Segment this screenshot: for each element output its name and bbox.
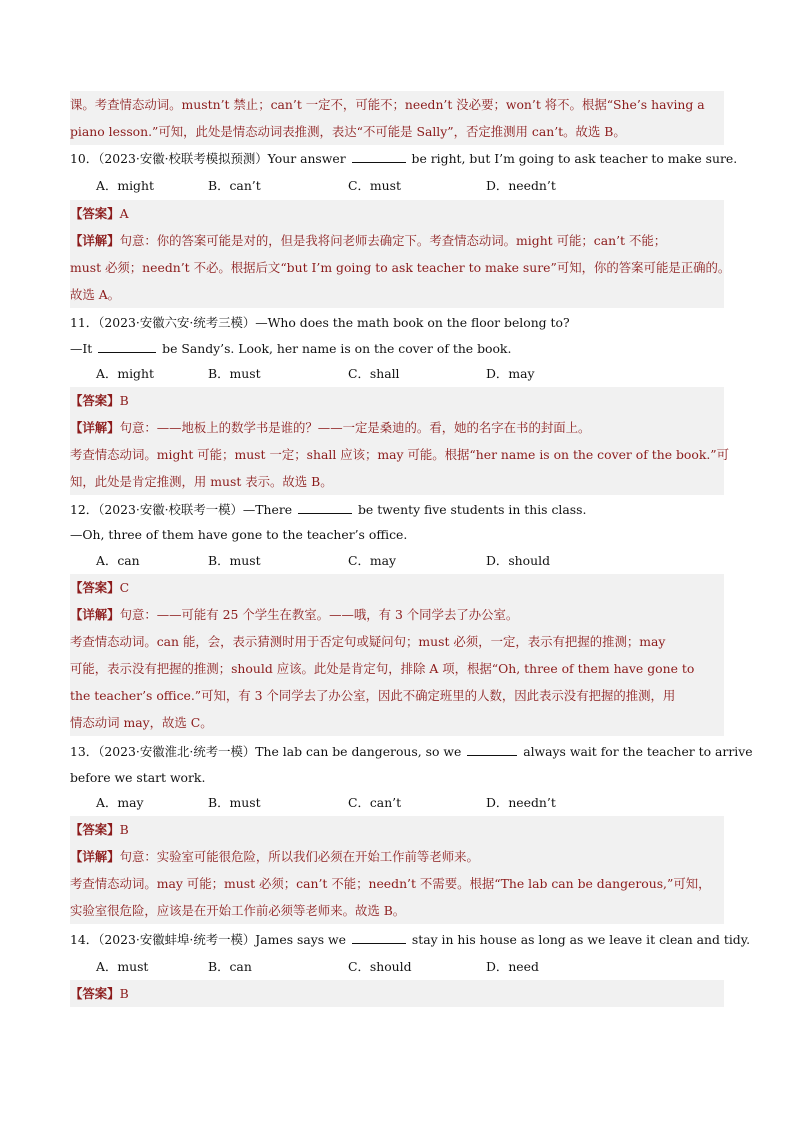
option-c: C．can’t	[348, 795, 402, 810]
question-11-stem: 11．（2023·安徽六安·统考三模）—Who does the math book on the floor belong to?	[70, 315, 570, 330]
detail-line	[70, 601, 724, 628]
explanation-line: 课。考查情态动词。mustn’t 禁止；can’t 一定不，可能不；needn’t 没必要；won’t 将不。根据“She’s having a	[70, 91, 724, 118]
option-b: B．must	[208, 553, 261, 568]
stem-text: 13．（2023·安徽淮北·统考一模）The lab can be dangerous, so we	[70, 744, 466, 759]
detail-line: 考查情态动词。can 能，会，表示猜测时用于否定句或疑问句；must 必须，一定，表示有把握的推测；may	[70, 628, 724, 655]
answer-line	[70, 816, 724, 843]
question-12-options	[70, 547, 724, 574]
detail-line: 可能，表示没有把握的推测；should 应该。此处是肯定句，排除 A 项，根据“Oh, three of them have gone to	[70, 655, 724, 682]
detail-line: the teacher’s office.”可知，有 3 个同学去了办公室，因此不确定班里的人数，因此表示没有把握的推测，用	[70, 682, 724, 709]
stem-text: always wait for the teacher to arrive	[519, 744, 753, 759]
detail-label: 【详解】	[70, 420, 120, 435]
answer-blank	[352, 929, 406, 944]
option-c: C．shall	[348, 366, 400, 381]
stem-text: be Sandy’s. Look, her name is on the cover of the book.	[158, 341, 512, 356]
answer-label: 【答案】	[70, 393, 120, 408]
option-d: D．may	[486, 366, 535, 381]
stem-text: be right, but I’m going to ask teacher to make sure.	[407, 151, 738, 166]
detail-line: 实验室很危险，应该是在开始工作前必须等老师来。故选 B。	[70, 897, 724, 924]
question-14-stem	[70, 926, 751, 953]
stem-text: —It	[70, 341, 97, 356]
option-d: D．should	[486, 553, 550, 568]
option-d: D．needn’t	[486, 178, 556, 193]
option-b: B．must	[208, 795, 261, 810]
stem-text: 14．（2023·安徽蚌埠·统考一模）James says we	[70, 932, 350, 947]
detail-line	[70, 843, 724, 870]
option-d: D．need	[486, 959, 539, 974]
option-c: C．may	[348, 553, 397, 568]
question-13-options	[70, 789, 724, 816]
answer-label: 【答案】	[70, 206, 120, 221]
answer-blank	[98, 338, 156, 353]
answer-label: 【答案】	[70, 580, 120, 595]
question-11-stem-2	[70, 335, 724, 362]
question-11-options	[70, 360, 724, 387]
stem-text: stay in his house as long as we leave it clean and tidy.	[407, 932, 751, 947]
detail-line	[70, 414, 724, 441]
answer-value: B	[119, 393, 129, 408]
question-10-stem	[70, 145, 738, 172]
detail-line: 知，此处是肯定推测，用 must 表示。故选 B。	[70, 468, 724, 495]
answer-line	[70, 980, 724, 1007]
option-a: A．might	[96, 178, 154, 193]
question-12-stem-2: —Oh, three of them have gone to the teacher’s office.	[70, 527, 408, 542]
explanation-line: piano lesson.”可知，此处是情态动词表推测，表达“不可能是 Sally”，否定推测用 can’t。故选 B。	[70, 118, 724, 145]
detail-text: 句意：——地板上的数学书是谁的？——一定是桑迪的。看，她的名字在书的封面上。	[119, 420, 591, 435]
detail-line: 考查情态动词。may 可能；must 必须；can’t 不能；needn’t 不需要。根据“The lab can be dangerous,”可知，	[70, 870, 724, 897]
detail-text: 句意：——可能有 25 个学生在教室。——哦，有 3 个同学去了办公室。	[119, 607, 519, 622]
detail-line: 故选 A。	[70, 281, 724, 308]
question-14-options	[70, 953, 724, 980]
answer-value: B	[119, 986, 129, 1001]
answer-line	[70, 200, 724, 227]
option-b: B．must	[208, 366, 261, 381]
answer-blank	[298, 499, 352, 514]
detail-line: must 必须；needn’t 不必。根据后文“but I’m going to ask teacher to make sure”可知，你的答案可能是正确的。	[70, 254, 724, 281]
detail-line: 考查情态动词。might 可能；must 一定；shall 应该；may 可能。根据“her name is on the cover of the book.”可	[70, 441, 724, 468]
question-10-options	[70, 172, 724, 199]
stem-text: be twenty five students in this class.	[354, 502, 587, 517]
detail-label: 【详解】	[70, 849, 120, 864]
detail-line	[70, 227, 724, 254]
question-12-stem	[70, 496, 724, 523]
option-b: B．can	[208, 959, 252, 974]
detail-line: 情态动词 may，故选 C。	[70, 709, 724, 736]
answer-line	[70, 387, 724, 414]
answer-value: B	[119, 822, 129, 837]
detail-label: 【详解】	[70, 233, 120, 248]
answer-value: C	[119, 580, 130, 595]
question-13-stem	[70, 738, 753, 765]
detail-text: 句意：你的答案可能是对的，但是我将问老师去确定下。考查情态动词。might 可能；can’t 不能；	[119, 233, 667, 248]
detail-label: 【详解】	[70, 607, 120, 622]
answer-label: 【答案】	[70, 822, 120, 837]
answer-label: 【答案】	[70, 986, 120, 1001]
stem-text: 12．（2023·安徽·校联考一模）—There	[70, 502, 297, 517]
option-b: B．can’t	[208, 178, 261, 193]
answer-blank	[352, 148, 406, 163]
option-a: A．must	[96, 959, 149, 974]
option-a: A．can	[96, 553, 140, 568]
option-c: C．should	[348, 959, 412, 974]
detail-text: 句意：实验室可能很危险，所以我们必须在开始工作前等老师来。	[119, 849, 479, 864]
option-c: C．must	[348, 178, 401, 193]
option-a: A．might	[96, 366, 154, 381]
question-13-stem-2: before we start work.	[70, 770, 206, 785]
option-a: A．may	[96, 795, 144, 810]
answer-value: A	[119, 206, 129, 221]
answer-blank	[467, 741, 517, 756]
stem-text: 10．（2023·安徽·校联考模拟预测）Your answer	[70, 151, 350, 166]
option-d: D．needn’t	[486, 795, 556, 810]
answer-line	[70, 574, 724, 601]
